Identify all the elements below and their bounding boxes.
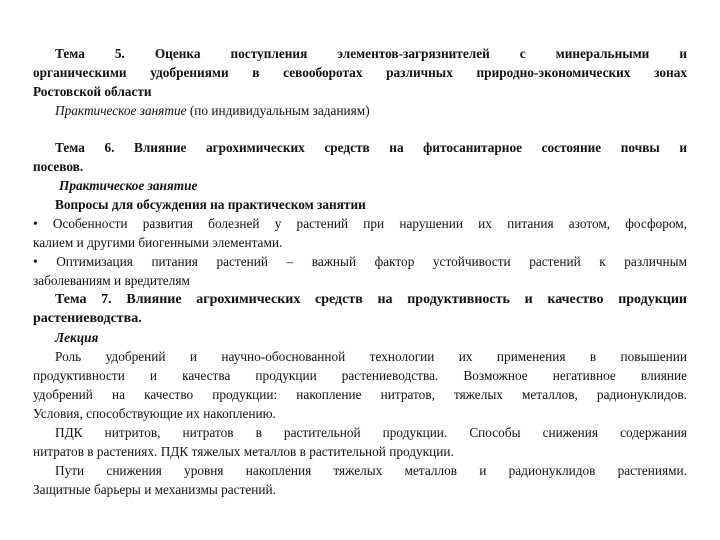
topic5-title-line2: органическими удобрениями в севооборотах различных природно-экономических зонах xyxy=(33,65,687,80)
topic7-para1-line4: Условия, способствующие их накоплению. xyxy=(33,406,276,421)
topic5-practice-line xyxy=(33,101,687,120)
topic7-para2-line1: ПДК нитритов, нитратов в растительной продукции. Способы снижения содержания xyxy=(55,425,687,440)
topic7-para1-line2: продуктивности и качества продукции растениеводства. Возможное негативное влияние xyxy=(33,368,687,383)
topic5-title-line1: Тема 5. Оценка поступления элементов-загрязнителей с минеральными и xyxy=(55,46,687,61)
topic5-title-line3: Ростовской области xyxy=(33,84,152,99)
topic7-lecture-label: Лекция xyxy=(55,330,99,345)
topic7-para1-line3: удобрений на качество продукции: накопление нитратов, тяжелых металлов, радионуклидов. xyxy=(33,387,687,402)
topic7-para3-line2: Защитные барьеры и механизмы растений. xyxy=(33,482,276,497)
topic7-para3-line1: Пути снижения уровня накопления тяжелых металлов и радионуклидов растениями. xyxy=(55,463,687,478)
topic6-questions-heading: Вопросы для обсуждения на практическом занятии xyxy=(55,197,366,212)
topic7-para1-line1: Роль удобрений и научно-обоснованной технологии их применения в повышении xyxy=(55,349,687,364)
topic6-bullet2-line1: • Оптимизация питания растений – важный фактор устойчивости растений к различным xyxy=(33,254,687,269)
topic6-bullet1-line2: калием и другими биогенными элементами. xyxy=(33,235,283,250)
topic7-title-line1: Тема 7. Влияние агрохимических средств на продуктивность и качество продукции xyxy=(55,292,687,307)
topic6-practice-label: Практическое занятие xyxy=(59,178,198,193)
topic6-bullet2-line2: заболеваниям и вредителям xyxy=(33,273,190,288)
topic6-title-line2: посевов. xyxy=(33,159,84,174)
topic7-title-line2: растениеводства. xyxy=(33,311,142,326)
topic6-title-line1: Тема 6. Влияние агрохимических средств на фитосанитарное состояние почвы и xyxy=(55,140,687,155)
topic5-practice-note: (по индивидуальным заданиям) xyxy=(186,103,370,118)
section-gap xyxy=(33,120,687,138)
topic5-practice-label: Практическое занятие xyxy=(55,103,187,118)
topic6-bullet1-line1: • Особенности развития болезней у растений при нарушении их питания азотом, фосфором, xyxy=(33,216,687,231)
document-page xyxy=(33,44,687,499)
topic7-para2-line2: нитратов в растениях. ПДК тяжелых металлов в растительной продукции. xyxy=(33,444,454,459)
